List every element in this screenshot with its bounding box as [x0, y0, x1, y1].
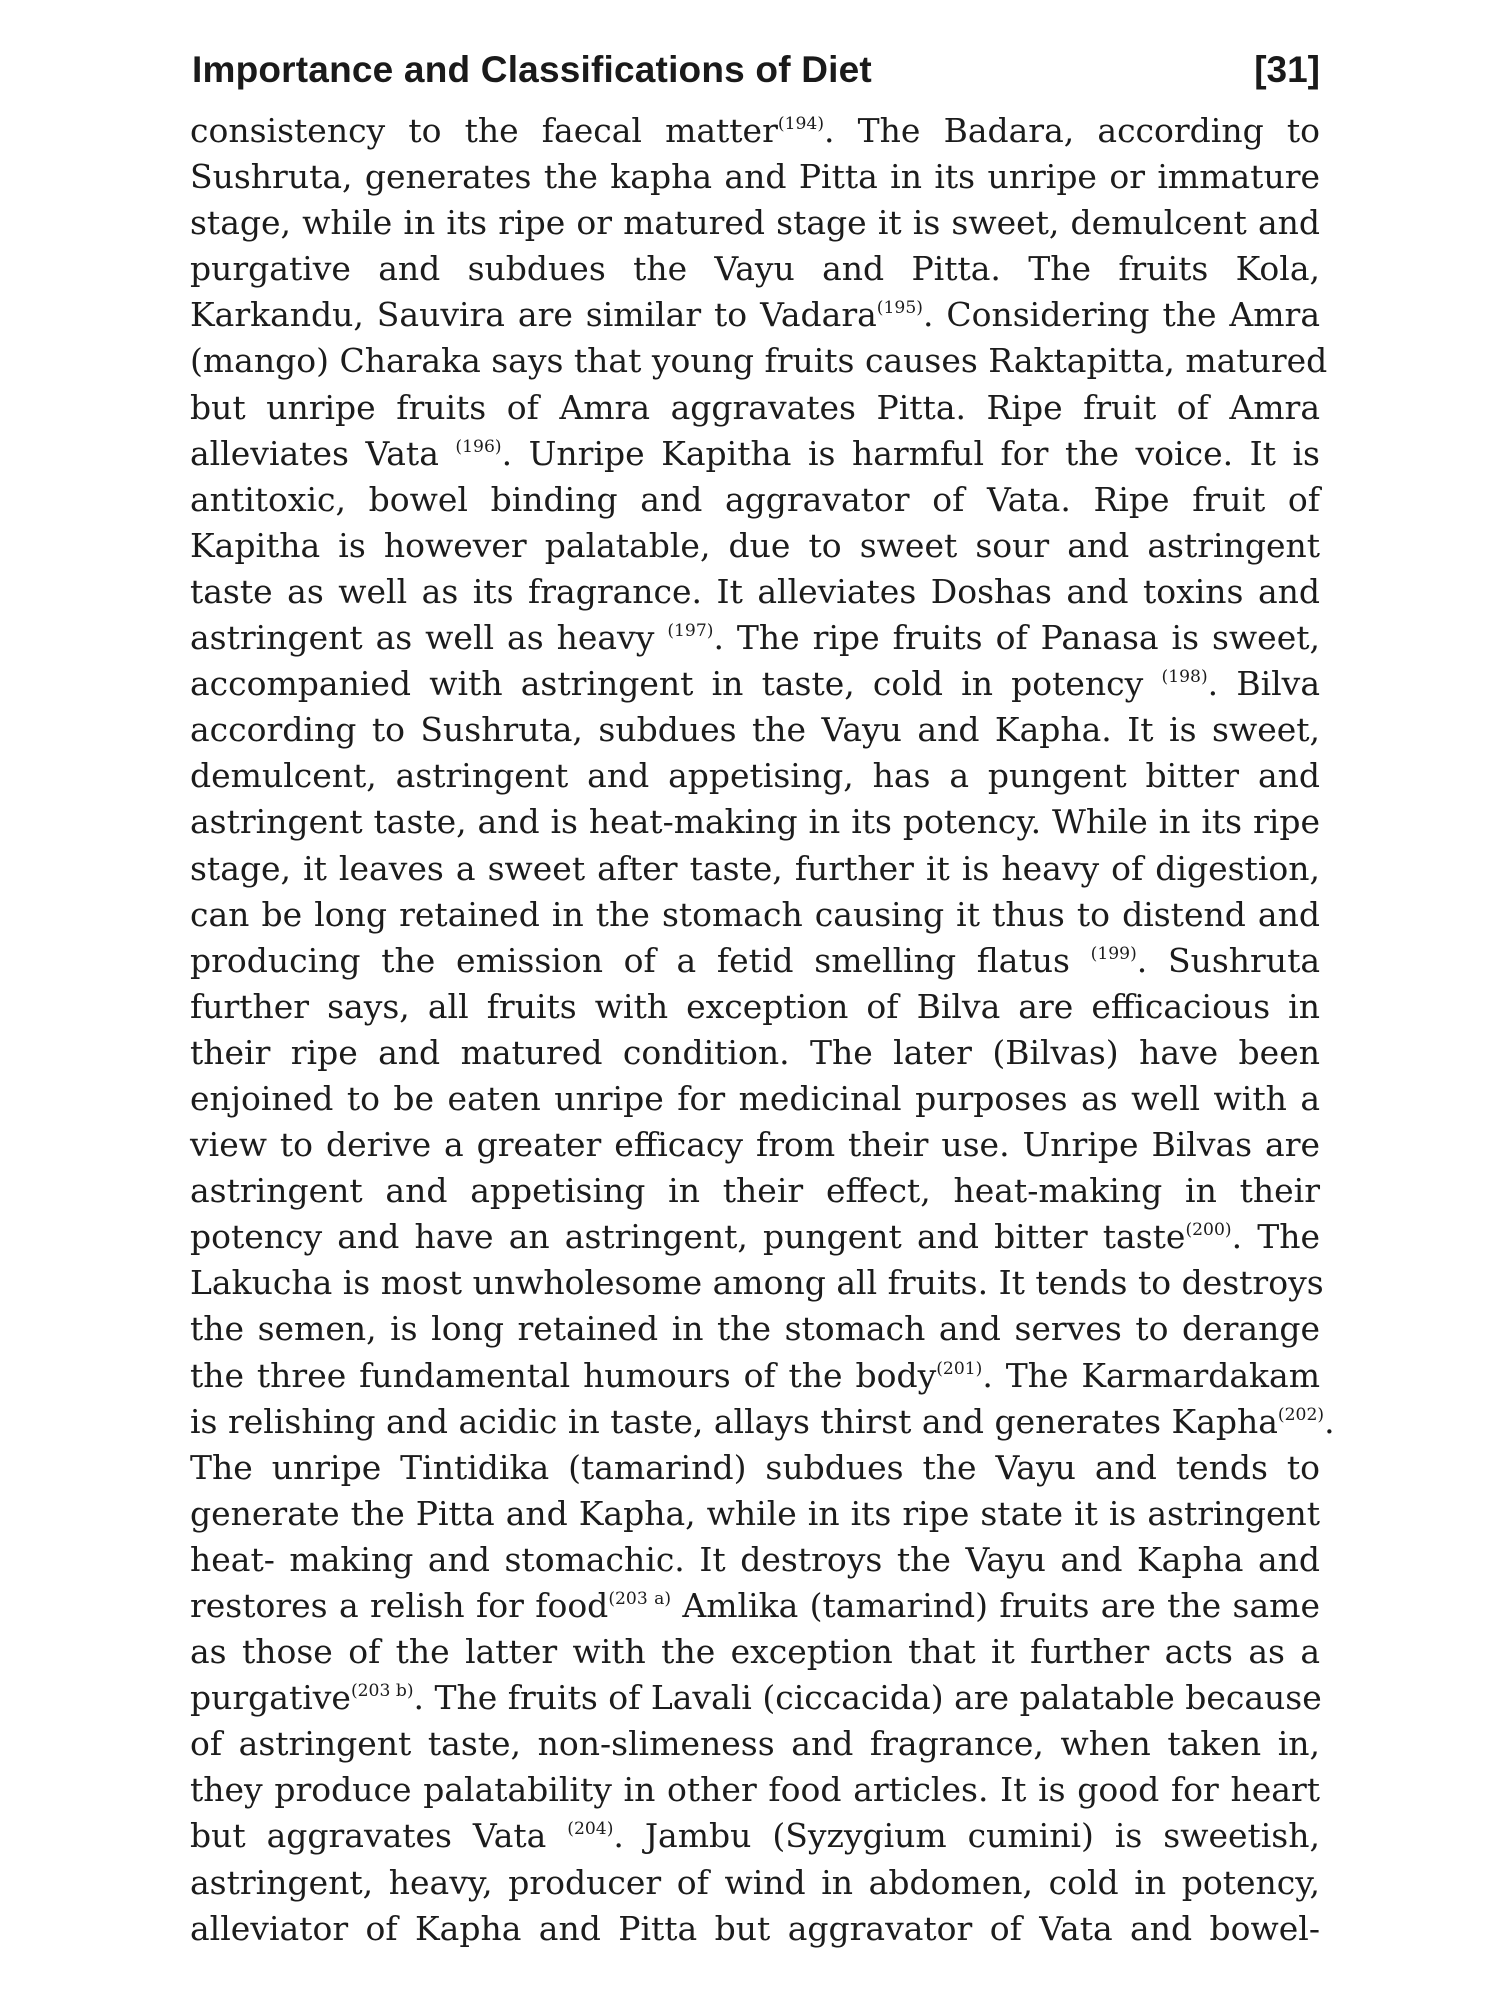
footnote-ref: (196) [455, 436, 502, 457]
text-segment: restores a relish for food [190, 1586, 609, 1625]
text-segment: astringent taste, and is heat-making in its potency. While in its ripe [190, 802, 1320, 842]
text-line [190, 892, 1320, 938]
text-line [190, 385, 1320, 431]
text-segment: astringent, heavy, producer of wind in abdomen, cold in potency, [190, 1862, 1320, 1902]
text-segment: Lakucha is most unwholesome among all fruits. It tends to destroys [190, 1263, 1324, 1303]
text-line [190, 569, 1320, 615]
body-text [190, 108, 1335, 1952]
book-page [190, 40, 1335, 1960]
text-segment: potency and have an astringent, pungent and bitter taste [190, 1217, 1186, 1257]
text-segment: consistency to the faecal matter [190, 111, 778, 150]
text-segment: producing the emission of a fetid smelling flatus [190, 940, 1091, 980]
text-segment: view to derive a greater efficacy from their use. Unripe Bilvas are [190, 1125, 1320, 1165]
text-segment: . Considering the Amra [922, 295, 1320, 335]
footnote-ref: (203 a) [608, 1589, 672, 1610]
text-segment: astringent as well as heavy [190, 618, 668, 658]
text-line [190, 477, 1320, 523]
text-line [190, 1076, 1320, 1122]
text-segment: the semen, is long retained in the stomach and serves to derange [190, 1309, 1320, 1349]
text-segment: Sushruta, generates the kapha and Pitta in its unripe or immature [190, 157, 1320, 197]
text-segment: alleviates Vata [190, 433, 456, 473]
text-line [190, 1214, 1320, 1260]
text-segment: . Sushruta [1136, 940, 1321, 980]
text-segment: purgative and subdues the Vayu and Pitta. The fruits Kola, [190, 249, 1320, 289]
text-line [190, 1906, 1320, 1952]
footnote-ref: (199) [1090, 943, 1137, 964]
text-segment: Amlika (tamarind) fruits are the same [671, 1586, 1320, 1625]
text-line [190, 1353, 1320, 1399]
text-segment: heat- making and stomachic. It destroys the Vayu and Kapha and [190, 1539, 1320, 1579]
text-line [190, 661, 1320, 707]
text-line [190, 984, 1320, 1030]
footnote-ref: (204) [567, 1819, 614, 1840]
text-segment: stage, while in its ripe or matured stage it is sweet, demulcent and [190, 203, 1320, 243]
text-segment: stage, it leaves a sweet after taste, further it is heavy of digestion, [190, 848, 1320, 888]
text-line [190, 846, 1320, 892]
text-line [190, 246, 1320, 292]
text-line [190, 1583, 1320, 1629]
text-segment: Karkandu, Sauvira are similar to Vadara [190, 295, 877, 335]
footnote-ref: (203 b) [350, 1681, 414, 1702]
text-segment: . Jambu (Syzygium cumini) is sweetish, [613, 1816, 1320, 1856]
text-segment: their ripe and matured condition. The later (Bilvas) have been [190, 1032, 1320, 1072]
text-line [190, 707, 1320, 753]
text-segment: alleviator of Kapha and Pitta but aggravator of Vata and bowel- [190, 1908, 1320, 1948]
text-line [190, 1813, 1320, 1859]
text-line [190, 1030, 1320, 1076]
text-segment: (mango) Charaka says that young fruits causes Raktapitta, matured [190, 341, 1328, 381]
text-line [190, 154, 1320, 200]
text-segment: accompanied with astringent in taste, cold in potency [190, 664, 1162, 704]
text-segment: as those of the latter with the exception that it further acts as a [190, 1632, 1320, 1672]
footnote-ref: (201) [936, 1358, 983, 1379]
text-line [190, 292, 1320, 338]
text-segment: enjoined to be eaten unripe for medicinal purposes as well with a [190, 1078, 1320, 1118]
text-segment: further says, all fruits with exception of Bilva are efficacious in [190, 986, 1320, 1026]
text-segment: . Unripe Kapitha is harmful for the voice. It is [501, 433, 1320, 473]
text-segment: of astringent taste, non-slimeness and fragrance, when taken in, [190, 1724, 1320, 1764]
text-segment: is relishing and acidic in taste, allays thirst and generates Kapha [190, 1401, 1278, 1441]
text-segment: The unripe Tintidika (tamarind) subdues the Vayu and tends to [190, 1447, 1320, 1487]
text-segment: . The Badara, according to [824, 111, 1321, 150]
text-line [190, 938, 1320, 984]
text-line [190, 1306, 1320, 1352]
text-line [190, 1860, 1320, 1906]
text-line [190, 431, 1320, 477]
footnote-ref: (198) [1161, 667, 1208, 688]
text-segment: according to Sushruta, subdues the Vayu and Kapha. It is sweet, [190, 710, 1320, 750]
text-line [190, 1168, 1320, 1214]
text-line [190, 1537, 1320, 1583]
chapter-title: Importance and Classifications of Diet [192, 49, 872, 90]
text-line [190, 1629, 1320, 1675]
text-segment: the three fundamental humours of the body [190, 1355, 937, 1395]
text-line [190, 338, 1328, 384]
text-line [190, 799, 1320, 845]
text-line [190, 1445, 1320, 1491]
text-line [190, 1675, 1320, 1721]
footnote-ref: (194) [777, 114, 825, 135]
text-segment: demulcent, astringent and appetising, has a pungent bitter and [190, 756, 1320, 796]
footnote-ref: (200) [1185, 1220, 1232, 1241]
text-segment: but unripe fruits of Amra aggravates Pitta. Ripe fruit of Amra [190, 387, 1320, 427]
text-line [190, 1399, 1335, 1445]
text-segment: antitoxic, bowel binding and aggravator of Vata. Ripe fruit of [190, 479, 1320, 519]
text-segment: can be long retained in the stomach causing it thus to distend and [190, 894, 1320, 934]
running-header [190, 40, 1320, 100]
text-segment: . Bilva [1207, 664, 1320, 704]
text-segment: . The [1231, 1217, 1320, 1257]
text-line [190, 1491, 1320, 1537]
footnote-ref: (202) [1277, 1404, 1325, 1425]
page-number: [31] [1254, 49, 1320, 90]
text-segment: generate the Pitta and Kapha, while in its ripe state it is astringent [190, 1493, 1320, 1533]
text-segment: astringent and appetising in their effect, heat-making in their [190, 1171, 1320, 1211]
text-line [190, 1122, 1320, 1168]
text-segment: . [1324, 1401, 1335, 1441]
text-segment: taste as well as its fragrance. It alleviates Doshas and toxins and [190, 571, 1320, 611]
text-segment: but aggravates Vata [190, 1816, 568, 1856]
text-line [190, 1260, 1324, 1306]
text-segment: . The fruits of Lavali (ciccacida) are palatable because [413, 1678, 1322, 1718]
footnote-ref: (197) [667, 621, 714, 642]
text-segment: Kapitha is however palatable, due to sweet sour and astringent [190, 525, 1320, 565]
text-line [190, 615, 1320, 661]
text-line [190, 200, 1320, 246]
text-line [190, 1721, 1320, 1767]
text-segment: . The ripe fruits of Panasa is sweet, [713, 618, 1320, 658]
text-line [190, 1767, 1320, 1813]
text-segment: . The Karmardakam [982, 1355, 1320, 1395]
text-line [190, 523, 1320, 569]
text-segment: purgative [190, 1678, 351, 1718]
text-segment: they produce palatability in other food articles. It is good for heart [190, 1770, 1320, 1810]
text-line [190, 108, 1320, 154]
text-line [190, 753, 1320, 799]
footnote-ref: (195) [876, 298, 923, 319]
